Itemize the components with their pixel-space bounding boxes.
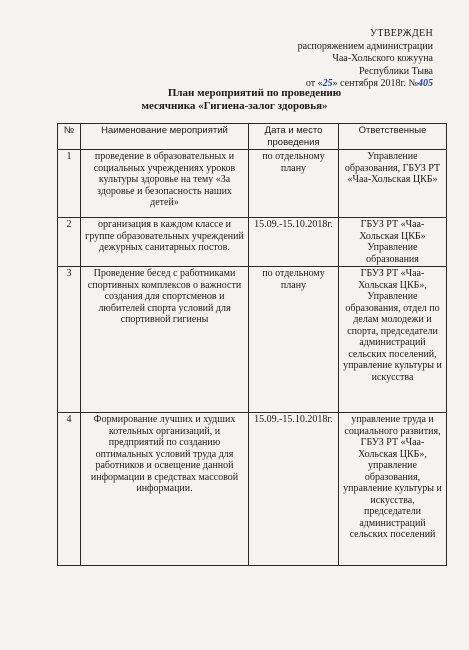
row-date: 15.09.-15.10.2018г. <box>249 413 339 566</box>
approval-block <box>298 28 433 91</box>
document-title <box>0 87 469 113</box>
row-date: 15.09.-15.10.2018г. <box>249 218 339 267</box>
order-number: 405 <box>418 78 433 89</box>
row-num: 4 <box>58 413 81 566</box>
row-num: 1 <box>58 150 81 218</box>
row-resp: ГБУЗ РТ «Чаа-Хольская ЦКБ» Управление образования <box>339 218 447 267</box>
table-row <box>58 413 447 566</box>
events-table <box>57 123 447 566</box>
table-row <box>58 150 447 218</box>
row-name: организация в каждом классе и группе образовательных учреждений дежурных санитарных постов. <box>81 218 249 267</box>
table-row <box>58 218 447 267</box>
row-num: 2 <box>58 218 81 267</box>
title-line-2: месячника «Гигиена-залог здоровья» <box>141 100 328 112</box>
approval-line: Республики Тыва <box>358 65 433 77</box>
header-date: Дата и место проведения <box>249 124 339 150</box>
row-resp: Управление образования, ГБУЗ РТ «Чаа-Хольская ЦКБ» <box>339 150 447 218</box>
header-resp: Ответственные <box>339 124 447 150</box>
row-resp: ГБУЗ РТ «Чаа-Хольская ЦКБ», Управление образования, отдел по делам молодежи и спорта, председатели администраций сельских поселений, управление культуры и искусства <box>339 267 447 413</box>
row-name: Проведение бесед с работниками спортивных комплексов о важности создания для спортсменов и любителей спорта условий для спортивной гигиены <box>81 267 249 413</box>
row-name: проведение в образовательных и социальных учреждениях уроков культуры здоровье на тему «За здоровье и безопасность наших детей» <box>81 150 249 218</box>
approval-line: распоряжением администрации <box>297 40 433 52</box>
table-row <box>58 267 447 413</box>
table-header-row <box>58 124 447 150</box>
row-resp: управление труда и социального развития, ГБУЗ РТ «Чаа-Хольская ЦКБ», управление образования, управление культуры и искусства, председатели администраций сельских поселений <box>339 413 447 566</box>
header-name: Наименование мероприятий <box>81 124 249 150</box>
approval-heading: УТВЕРЖДЕН <box>370 28 433 39</box>
row-date: по отдельному плану <box>249 267 339 413</box>
approval-line: Чаа-Хольского кожууна <box>332 53 433 64</box>
date-prefix: от « <box>305 78 323 89</box>
title-line-1: План мероприятий по проведению <box>167 87 342 99</box>
row-name: Формирование лучших и худших котельных организаций, и предприятий по созданию оптимальных условий труда для работников и освещение данной информации в средствах массовой информации. <box>81 413 249 566</box>
row-date: по отдельному плану <box>249 150 339 218</box>
date-day: 25 <box>322 78 333 89</box>
header-num: № <box>58 124 81 150</box>
date-mid: » сентября 2018г. № <box>332 78 418 89</box>
row-num: 3 <box>58 267 81 413</box>
